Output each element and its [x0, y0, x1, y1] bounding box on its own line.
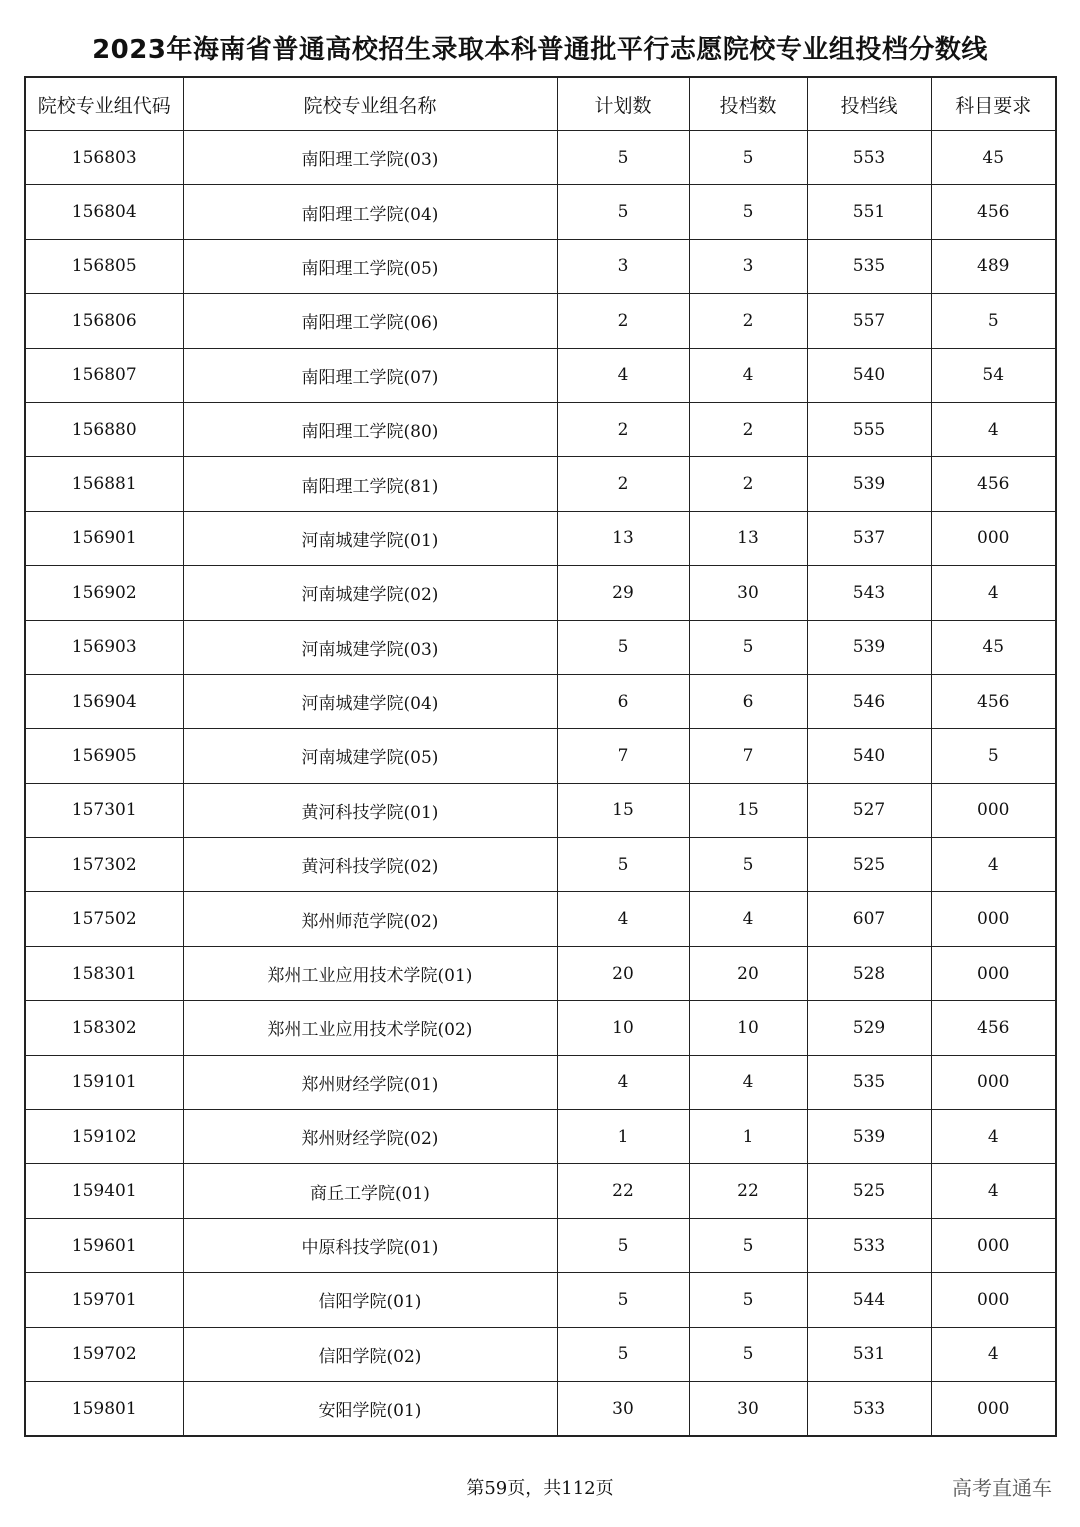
cell-group-code: 156807 [25, 348, 183, 402]
cell-group-code: 157502 [25, 892, 183, 946]
cell-submitted-count: 5 [689, 1327, 807, 1381]
cell-group-code: 156881 [25, 457, 183, 511]
table-row [25, 294, 1056, 348]
cell-group-code: 157302 [25, 838, 183, 892]
cell-submitted-count: 4 [689, 1055, 807, 1109]
cell-plan-count: 6 [557, 674, 689, 728]
cell-submitted-count: 30 [689, 1381, 807, 1436]
cell-plan-count: 2 [557, 294, 689, 348]
cell-plan-count: 22 [557, 1164, 689, 1218]
cell-submitted-count: 2 [689, 457, 807, 511]
cell-group-code: 159702 [25, 1327, 183, 1381]
table-row [25, 674, 1056, 728]
cell-submitted-count: 2 [689, 294, 807, 348]
cell-plan-count: 5 [557, 620, 689, 674]
cell-group-code: 159401 [25, 1164, 183, 1218]
admission-score-table [24, 76, 1057, 1437]
cell-cutoff-score: 607 [807, 892, 931, 946]
page-title: 2023年海南省普通高校招生录取本科普通批平行志愿院校专业组投档分数线 [92, 35, 988, 65]
cell-plan-count: 13 [557, 511, 689, 565]
cell-cutoff-score: 539 [807, 457, 931, 511]
cell-submitted-count: 2 [689, 402, 807, 456]
cell-plan-count: 20 [557, 946, 689, 1000]
cell-group-name: 河南城建学院(05) [183, 729, 557, 783]
table-row [25, 185, 1056, 239]
cell-subject-requirement: 489 [931, 239, 1056, 293]
cell-subject-requirement: 000 [931, 1218, 1056, 1272]
cell-cutoff-score: 533 [807, 1218, 931, 1272]
table-body [25, 131, 1056, 1437]
cell-submitted-count: 10 [689, 1001, 807, 1055]
cell-group-code: 156806 [25, 294, 183, 348]
cell-cutoff-score: 528 [807, 946, 931, 1000]
header-group-code: 院校专业组代码 [25, 77, 183, 131]
cell-submitted-count: 3 [689, 239, 807, 293]
cell-group-name: 黄河科技学院(01) [183, 783, 557, 837]
table-row [25, 1110, 1056, 1164]
cell-cutoff-score: 527 [807, 783, 931, 837]
cell-subject-requirement: 45 [931, 131, 1056, 185]
cell-group-name: 黄河科技学院(02) [183, 838, 557, 892]
cell-subject-requirement: 4 [931, 1164, 1056, 1218]
cell-group-code: 156803 [25, 131, 183, 185]
cell-subject-requirement: 54 [931, 348, 1056, 402]
header-plan-count: 计划数 [557, 77, 689, 131]
cell-plan-count: 2 [557, 457, 689, 511]
cell-cutoff-score: 525 [807, 1164, 931, 1218]
cell-subject-requirement: 000 [931, 946, 1056, 1000]
cell-plan-count: 5 [557, 1327, 689, 1381]
cell-cutoff-score: 533 [807, 1381, 931, 1436]
cell-group-name: 安阳学院(01) [183, 1381, 557, 1436]
cell-cutoff-score: 537 [807, 511, 931, 565]
cell-group-code: 156903 [25, 620, 183, 674]
cell-group-name: 南阳理工学院(04) [183, 185, 557, 239]
cell-group-code: 157301 [25, 783, 183, 837]
cell-plan-count: 1 [557, 1110, 689, 1164]
cell-subject-requirement: 000 [931, 1273, 1056, 1327]
table-row [25, 1055, 1056, 1109]
header-group-name: 院校专业组名称 [183, 77, 557, 131]
cell-subject-requirement: 4 [931, 402, 1056, 456]
cell-submitted-count: 7 [689, 729, 807, 783]
cell-subject-requirement: 456 [931, 185, 1056, 239]
cell-plan-count: 5 [557, 131, 689, 185]
cell-group-name: 河南城建学院(03) [183, 620, 557, 674]
cell-subject-requirement: 456 [931, 674, 1056, 728]
cell-submitted-count: 1 [689, 1110, 807, 1164]
cell-submitted-count: 5 [689, 131, 807, 185]
cell-plan-count: 3 [557, 239, 689, 293]
cell-cutoff-score: 553 [807, 131, 931, 185]
cell-submitted-count: 13 [689, 511, 807, 565]
cell-group-name: 郑州师范学院(02) [183, 892, 557, 946]
cell-cutoff-score: 540 [807, 348, 931, 402]
cell-subject-requirement: 45 [931, 620, 1056, 674]
table-row [25, 239, 1056, 293]
cell-submitted-count: 5 [689, 1218, 807, 1272]
cell-group-code: 159601 [25, 1218, 183, 1272]
cell-cutoff-score: 525 [807, 838, 931, 892]
cell-cutoff-score: 539 [807, 1110, 931, 1164]
cell-plan-count: 7 [557, 729, 689, 783]
cell-cutoff-score: 529 [807, 1001, 931, 1055]
cell-group-code: 156901 [25, 511, 183, 565]
header-subject-requirement: 科目要求 [931, 77, 1056, 131]
watermark-brand: 高考直通车 [952, 1476, 1052, 1500]
cell-group-code: 156904 [25, 674, 183, 728]
cell-group-name: 中原科技学院(01) [183, 1218, 557, 1272]
cell-group-name: 郑州工业应用技术学院(01) [183, 946, 557, 1000]
cell-group-name: 商丘工学院(01) [183, 1164, 557, 1218]
cell-group-code: 158302 [25, 1001, 183, 1055]
cell-group-code: 156804 [25, 185, 183, 239]
cell-group-name: 信阳学院(02) [183, 1327, 557, 1381]
cell-submitted-count: 15 [689, 783, 807, 837]
page-number: 第59页，共112页 [466, 1478, 614, 1499]
cell-submitted-count: 30 [689, 566, 807, 620]
table-row [25, 566, 1056, 620]
cell-subject-requirement: 5 [931, 729, 1056, 783]
cell-cutoff-score: 543 [807, 566, 931, 620]
cell-subject-requirement: 000 [931, 783, 1056, 837]
cell-group-name: 信阳学院(01) [183, 1273, 557, 1327]
table-row [25, 402, 1056, 456]
cell-plan-count: 5 [557, 838, 689, 892]
cell-submitted-count: 22 [689, 1164, 807, 1218]
cell-group-name: 南阳理工学院(03) [183, 131, 557, 185]
cell-submitted-count: 4 [689, 892, 807, 946]
cell-subject-requirement: 000 [931, 892, 1056, 946]
cell-cutoff-score: 557 [807, 294, 931, 348]
cell-subject-requirement: 456 [931, 457, 1056, 511]
cell-subject-requirement: 000 [931, 1381, 1056, 1436]
table-header-row [25, 77, 1056, 131]
cell-group-code: 159801 [25, 1381, 183, 1436]
table-row [25, 946, 1056, 1000]
table-row [25, 1327, 1056, 1381]
cell-cutoff-score: 531 [807, 1327, 931, 1381]
cell-group-code: 159102 [25, 1110, 183, 1164]
cell-submitted-count: 5 [689, 620, 807, 674]
cell-group-code: 156805 [25, 239, 183, 293]
cell-plan-count: 4 [557, 348, 689, 402]
table-row [25, 838, 1056, 892]
table-row [25, 131, 1056, 185]
cell-cutoff-score: 540 [807, 729, 931, 783]
cell-plan-count: 5 [557, 185, 689, 239]
cell-group-name: 郑州财经学院(01) [183, 1055, 557, 1109]
table-row [25, 457, 1056, 511]
table-row [25, 511, 1056, 565]
table-row [25, 348, 1056, 402]
cell-group-name: 郑州工业应用技术学院(02) [183, 1001, 557, 1055]
cell-cutoff-score: 539 [807, 620, 931, 674]
cell-subject-requirement: 4 [931, 1110, 1056, 1164]
table-row [25, 1273, 1056, 1327]
table-row [25, 1164, 1056, 1218]
table-row [25, 783, 1056, 837]
cell-subject-requirement: 456 [931, 1001, 1056, 1055]
table-row [25, 1381, 1056, 1436]
cell-group-name: 南阳理工学院(06) [183, 294, 557, 348]
cell-group-code: 156905 [25, 729, 183, 783]
cell-group-name: 河南城建学院(02) [183, 566, 557, 620]
cell-group-name: 河南城建学院(04) [183, 674, 557, 728]
cell-plan-count: 30 [557, 1381, 689, 1436]
cell-cutoff-score: 535 [807, 239, 931, 293]
cell-cutoff-score: 544 [807, 1273, 931, 1327]
cell-group-name: 郑州财经学院(02) [183, 1110, 557, 1164]
cell-plan-count: 4 [557, 892, 689, 946]
cell-cutoff-score: 555 [807, 402, 931, 456]
cell-plan-count: 5 [557, 1218, 689, 1272]
cell-plan-count: 5 [557, 1273, 689, 1327]
cell-plan-count: 15 [557, 783, 689, 837]
table-row [25, 1001, 1056, 1055]
cell-group-name: 南阳理工学院(07) [183, 348, 557, 402]
cell-plan-count: 2 [557, 402, 689, 456]
cell-submitted-count: 4 [689, 348, 807, 402]
cell-cutoff-score: 546 [807, 674, 931, 728]
cell-submitted-count: 5 [689, 838, 807, 892]
cell-submitted-count: 6 [689, 674, 807, 728]
cell-group-name: 河南城建学院(01) [183, 511, 557, 565]
cell-group-code: 158301 [25, 946, 183, 1000]
cell-submitted-count: 20 [689, 946, 807, 1000]
cell-subject-requirement: 000 [931, 511, 1056, 565]
cell-group-code: 159101 [25, 1055, 183, 1109]
cell-subject-requirement: 4 [931, 566, 1056, 620]
cell-subject-requirement: 4 [931, 1327, 1056, 1381]
cell-group-name: 南阳理工学院(05) [183, 239, 557, 293]
header-submitted-count: 投档数 [689, 77, 807, 131]
table-row [25, 620, 1056, 674]
cell-subject-requirement: 4 [931, 838, 1056, 892]
table-row [25, 729, 1056, 783]
cell-group-code: 156902 [25, 566, 183, 620]
table-row [25, 892, 1056, 946]
cell-submitted-count: 5 [689, 1273, 807, 1327]
cell-plan-count: 29 [557, 566, 689, 620]
cell-subject-requirement: 5 [931, 294, 1056, 348]
cell-plan-count: 10 [557, 1001, 689, 1055]
cell-subject-requirement: 000 [931, 1055, 1056, 1109]
cell-submitted-count: 5 [689, 185, 807, 239]
cell-cutoff-score: 535 [807, 1055, 931, 1109]
header-cutoff-score: 投档线 [807, 77, 931, 131]
cell-group-name: 南阳理工学院(80) [183, 402, 557, 456]
cell-group-code: 156880 [25, 402, 183, 456]
cell-plan-count: 4 [557, 1055, 689, 1109]
cell-group-name: 南阳理工学院(81) [183, 457, 557, 511]
cell-cutoff-score: 551 [807, 185, 931, 239]
cell-group-code: 159701 [25, 1273, 183, 1327]
table-row [25, 1218, 1056, 1272]
